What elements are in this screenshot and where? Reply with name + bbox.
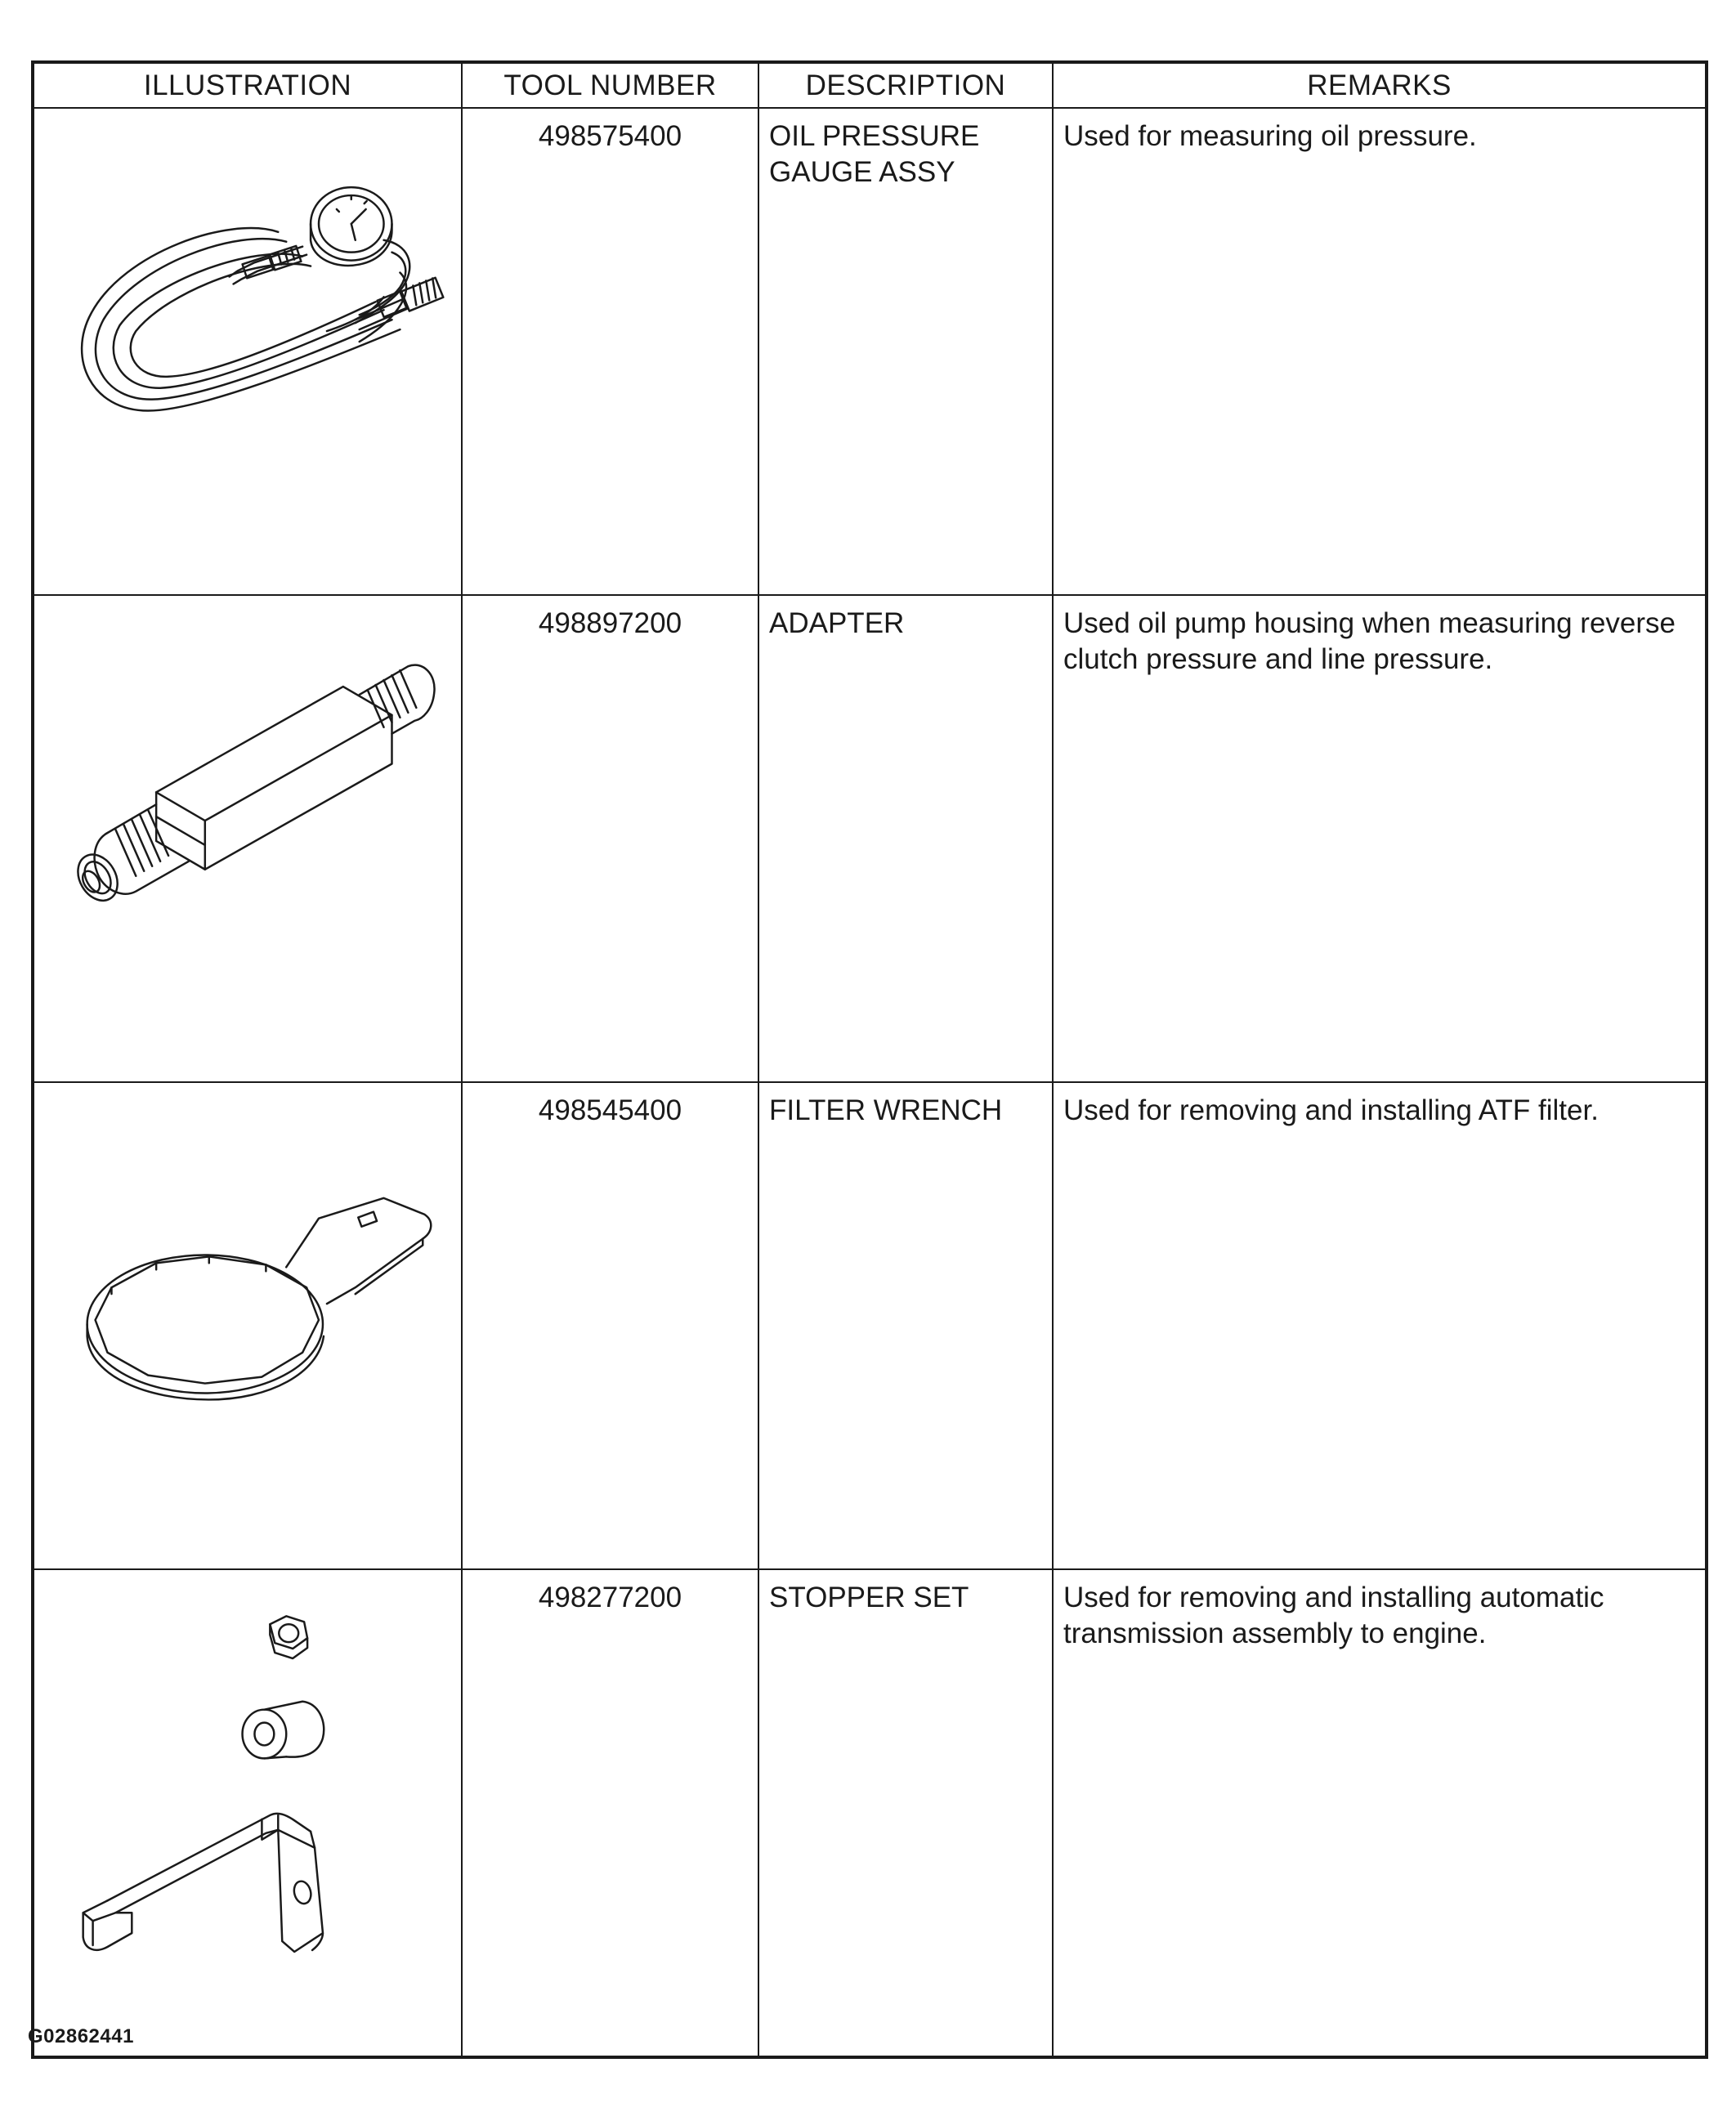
tool-remarks: Used oil pump housing when measuring reverse clutch pressure and line pressure.	[1053, 595, 1707, 1082]
tool-number: 498897200	[462, 595, 758, 1082]
bushing-icon	[243, 1702, 324, 1759]
header-tool-number: TOOL NUMBER	[462, 62, 758, 108]
table-header-row	[33, 62, 1707, 108]
figure-code: G02862441	[28, 2025, 134, 2047]
tool-remarks: Used for removing and installing automatic transmission assembly to engine.	[1053, 1569, 1707, 2057]
header-illustration: ILLUSTRATION	[33, 62, 462, 108]
hex-nut-icon	[270, 1616, 307, 1658]
stopper-bracket-icon	[83, 1814, 323, 1952]
header-description: DESCRIPTION	[758, 62, 1053, 108]
tool-number: 498575400	[462, 108, 758, 595]
illustration-cell	[33, 1569, 462, 2057]
table-row	[33, 1082, 1707, 1569]
filter-wrench-icon	[34, 1083, 461, 1557]
table-row	[33, 108, 1707, 595]
tool-remarks: Used for measuring oil pressure.	[1053, 108, 1707, 595]
special-tools-table	[31, 60, 1708, 2059]
tool-description: OIL PRESSURE GAUGE ASSY	[758, 108, 1053, 595]
oil-pressure-gauge-icon	[34, 109, 461, 583]
tool-description: FILTER WRENCH	[758, 1082, 1053, 1569]
tool-number: 498277200	[462, 1569, 758, 2057]
tool-description: ADAPTER	[758, 595, 1053, 1082]
table-row	[33, 595, 1707, 1082]
illustration-cell	[33, 595, 462, 1082]
illustration-cell	[33, 108, 462, 595]
tool-description: STOPPER SET	[758, 1569, 1053, 2057]
header-remarks: REMARKS	[1053, 62, 1707, 108]
table-row	[33, 1569, 1707, 2057]
tool-remarks: Used for removing and installing ATF filter.	[1053, 1082, 1707, 1569]
illustration-cell	[33, 1082, 462, 1569]
adapter-fitting-icon	[34, 596, 461, 1070]
tool-number: 498545400	[462, 1082, 758, 1569]
stopper-set-icon	[34, 1570, 461, 2044]
